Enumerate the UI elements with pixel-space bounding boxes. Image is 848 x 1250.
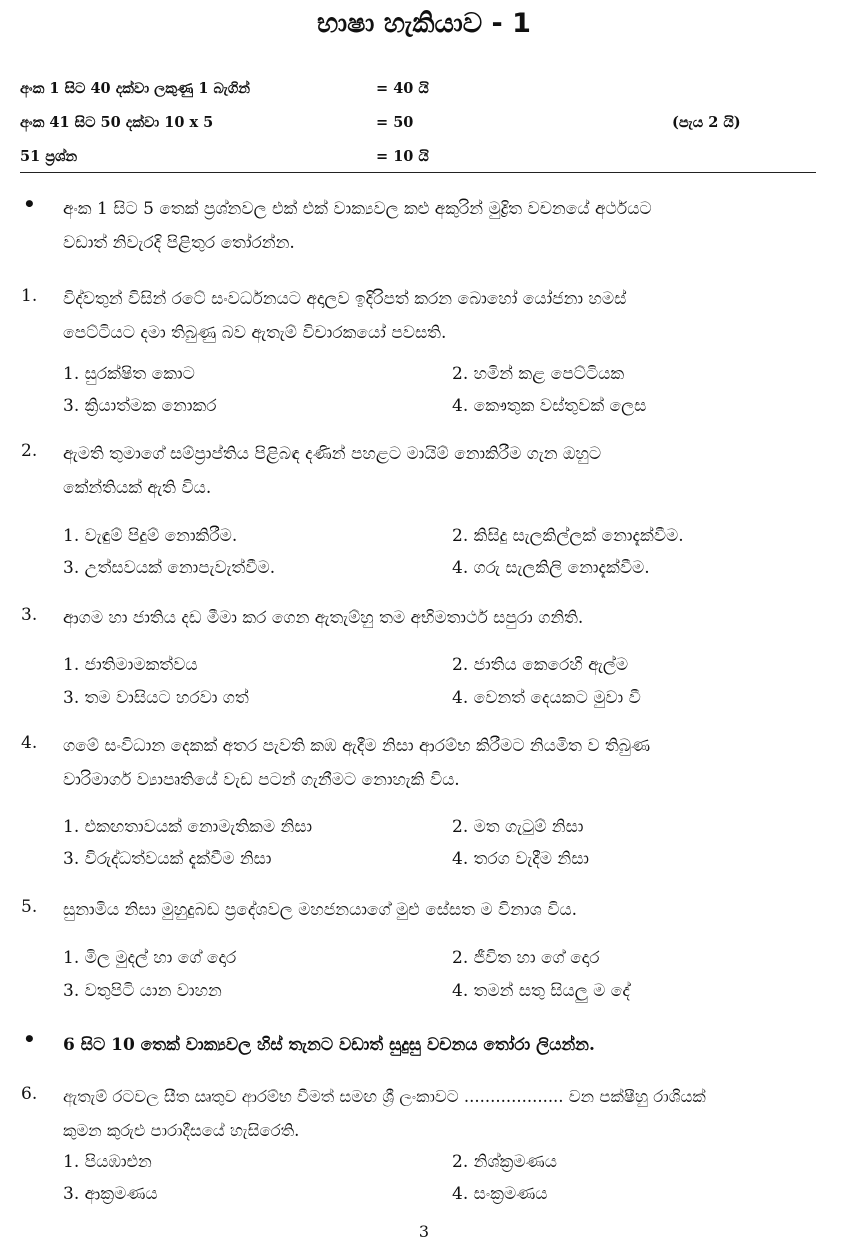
option-1[interactable]: 1. වැඳුම් පිදුම් නොකිරීම. [63,526,238,546]
question-line: ආගම හා ජාතිය දඩ මීමා කර ගෙන ඇතැම්හු තම අභිමතාර්ථ සපුරා ගනිති. [63,608,584,628]
question-line: ඇමති තුමාගේ සම්ප්‍රාප්තිය පිළිබඳ දණින් පහළට මායිම් නොකිරීම ගැන ඔහුට [63,444,602,464]
option-4[interactable]: 4. තරග වැදීම නිසා [452,849,590,869]
question-line: විද්වතුන් විසින් රටේ සංවර්ධනයට අදාලව ඉදිරිපත් කරන බොහෝ යෝජනා හමස් [63,289,627,309]
marks-value: = 10 යි [376,148,429,165]
option-3[interactable]: 3. උත්සවයක් නොපැවැත්වීම. [63,558,276,578]
option-4[interactable]: 4. කෞතුක වස්තුවක් ලෙස [452,396,647,416]
question-text [63,601,815,635]
question-line: වාරිමාර්ග ව්‍යාපෘතියේ වැඩ පටන් ගැනීමට නොහැකි විය. [63,770,460,790]
question-line: කේන්තියක් ඇති විය. [63,478,212,498]
option-2[interactable]: 2. හමින් කළ පෙට්ටියක [452,364,625,384]
option-3[interactable]: 3. තම වාසියට හරවා ගත් [63,688,249,708]
marks-table [20,76,820,178]
option-3[interactable]: 3. ක්‍රියාත්මක නොකර [63,396,217,416]
divider [20,172,816,173]
time-note: (පැය 2 යි) [672,114,741,131]
option-4[interactable]: 4. ගරු සැලකිලි නොදැක්වීම. [452,558,650,578]
option-3[interactable]: 3. වතුපිටි යාන වාහන [63,981,222,1001]
option-2[interactable]: 2. ජීවිත හා ගේ දොර [452,948,600,968]
marks-row [20,76,820,110]
question-number: 6. [21,1084,38,1104]
marks-value: = 40 යි [376,80,429,97]
option-2[interactable]: 2. ජාතිය කෙරෙහි ඇල්ම [452,655,629,675]
question-text [63,729,815,797]
option-2[interactable]: 2. කිසිදු සැලකිල්ලක් නොදැක්වීම. [452,526,684,546]
instruction-text [63,1028,815,1062]
bullet: • [23,1027,36,1051]
question-number: 4. [21,733,38,753]
option-3[interactable]: 3. විරුද්ධත්වයක් දැක්වීම නිසා [63,849,272,869]
option-1[interactable]: 1. එකඟතාවයක් නොමැතිකම නිසා [63,817,313,837]
question-line: ගමේ සංවිධාන දෙකක් අතර පැවති කඹ ඇදීම නිසා ආරම්භ කිරීමට නියමිත ව තිබුණ [63,736,651,756]
option-2[interactable]: 2. නිශ්ක්‍රමණය [452,1152,557,1172]
page-title: භාෂා හැකියාව - 1 [317,8,531,39]
bullet: • [23,192,36,216]
instruction-line: වඩාත් නිවැරදි පිළිතුර තෝරන්න. [63,233,295,253]
option-3[interactable]: 3. ආක්‍රමණය [63,1184,158,1204]
option-4[interactable]: 4. සංක්‍රමණය [452,1184,548,1204]
marks-label: 51 ප්‍රශ්න [20,148,78,165]
marks-row [20,110,820,144]
marks-label: අංක 41 සිට 50 දක්වා 10 x 5 [20,114,214,131]
option-4[interactable]: 4. තමන් සතු සියලු ම දේ [452,981,630,1001]
question-number: 1. [21,286,38,306]
marks-value: = 50 [376,114,414,131]
option-1[interactable]: 1. මිල මුදල් හා ගේ දොර [63,948,237,968]
instruction-text [63,192,815,260]
question-text [63,1080,815,1148]
page-number: 3 [418,1222,430,1241]
question-number: 2. [21,441,38,461]
option-1[interactable]: 1. සුරක්ෂිත කොට [63,364,195,384]
question-text [63,893,815,927]
question-line: ඇතැම් රටවල සීත ඍතුව ආරම්භ වීමත් සමඟ ශ්‍රී ලංකාවට ................... වන පක්ෂීහු රාශියක් [63,1087,706,1106]
question-number: 5. [21,897,38,917]
question-line: කුමන කුරුළු පාරාදීසයේ හැසිරෙති. [63,1121,300,1140]
marks-label: අංක 1 සිට 40 දක්වා ලකුණු 1 බැගින් [20,80,251,97]
instruction-line: අංක 1 සිට 5 තෙක් ප්‍රශ්නවල එක් එක් වාක්‍යවල කළු අකුරින් මුද්‍රිත වචනයේ අර්ථයට [63,199,652,219]
option-4[interactable]: 4. වෙනත් දෙයකට මුවා වී [452,688,641,708]
question-line: සුනාමිය නිසා මුහුදුබඩ ප්‍රදේශවල මහජනයාගේ මුළු සේසත ම විනාශ විය. [63,900,578,920]
instruction-line: 6 සිට 10 තෙක් වාක්‍යවල හිස් තැනට වඩාත් සුදුසු වචනය තෝරා ලියන්න. [63,1035,595,1055]
option-2[interactable]: 2. මත ගැටුම් නිසා [452,817,584,837]
question-text [63,282,815,350]
question-text [63,437,815,505]
question-line: පෙට්ටියට දමා තිබුණු බව ඇතැම් විචාරකයෝ පවසති. [63,323,447,343]
question-number: 3. [21,605,38,625]
option-1[interactable]: 1. ජාතිමාමකත්වය [63,655,198,675]
option-1[interactable]: 1. පියඹාඑන [63,1152,152,1172]
